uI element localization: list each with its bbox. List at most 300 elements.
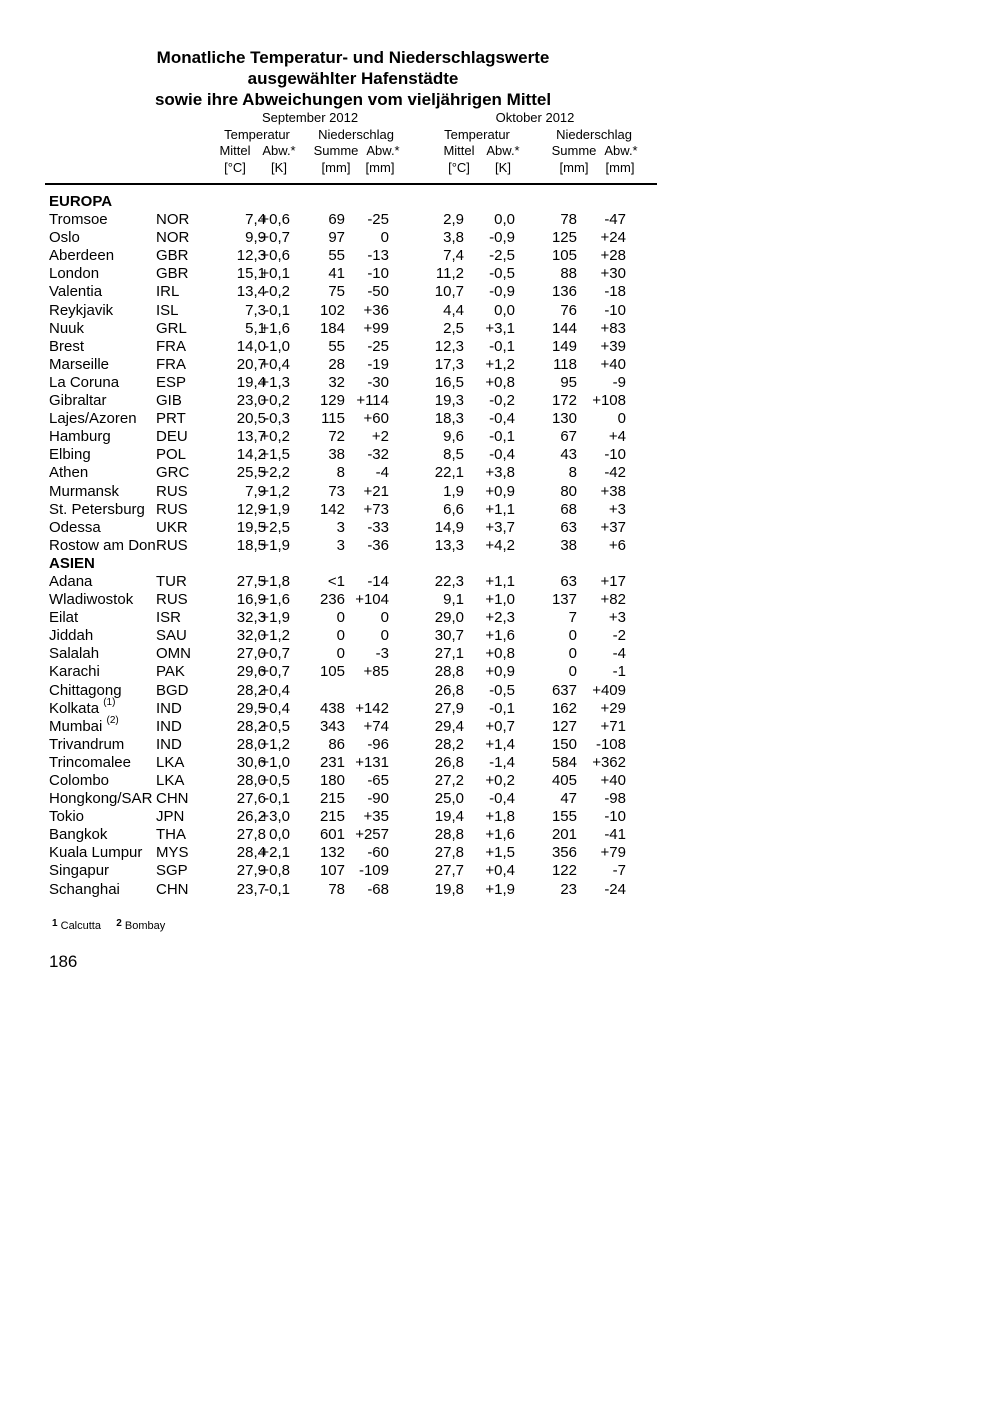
sep-temp-abw: +1,6 — [260, 319, 290, 337]
city-name-text: Wladiwostok — [49, 591, 134, 609]
sep-temp-mittel: 9,9 — [245, 229, 266, 247]
sep-temp-abw: +1,3 — [260, 373, 290, 391]
country-code: RUS — [156, 482, 188, 500]
section-row — [0, 193, 700, 211]
city-name-text: Bangkok — [49, 826, 108, 844]
sep-temp-abw: +0,5 — [260, 717, 290, 735]
city-name-text: London — [49, 265, 100, 283]
sep-prec-abw: -32 — [367, 446, 389, 464]
table-row — [0, 537, 700, 555]
oct-temp-mittel: 14,9 — [434, 518, 464, 536]
sep-prec-abw: +60 — [363, 410, 389, 428]
city-name — [49, 862, 109, 880]
oct-prec-abw: -1 — [612, 663, 626, 681]
oct-temp-abw: +4,2 — [485, 536, 515, 554]
sep-temp-mittel: 27,8 — [236, 826, 266, 844]
oct-prec-summe: 144 — [551, 319, 577, 337]
sep-prec-abw: +257 — [355, 826, 389, 844]
oct-prec-summe: 105 — [551, 247, 577, 265]
oct-temp-abw: -0,1 — [489, 337, 515, 355]
city-name-text: Schanghai — [49, 880, 120, 898]
country-code: NOR — [156, 229, 190, 247]
sep-temp-mittel: 28,0 — [236, 735, 266, 753]
table-row — [0, 645, 700, 663]
country-code: PAK — [156, 663, 185, 681]
table-row — [0, 519, 700, 537]
sep-temp-abw: +1,9 — [260, 609, 290, 627]
oct-temp-abw: +0,9 — [485, 482, 515, 500]
sep-temp-mittel: 20,7 — [236, 355, 266, 373]
city-name — [49, 320, 84, 338]
country-code: TUR — [156, 572, 187, 590]
city-name — [49, 446, 91, 464]
table-row — [0, 483, 700, 501]
sep-temp-abw: -1,0 — [264, 337, 290, 355]
oct-prec-abw: +28 — [600, 247, 626, 265]
sep-temp-abw: +0,6 — [260, 211, 290, 229]
oct-prec-summe: 80 — [560, 482, 577, 500]
sep-prec-abw: -4 — [375, 464, 389, 482]
city-name-text: Nuuk — [49, 319, 85, 337]
country-code: GRC — [156, 464, 190, 482]
sep-temp-abw: +1,2 — [260, 482, 290, 500]
oct-prec-summe: 63 — [560, 518, 577, 536]
sep-prec-abw: +104 — [355, 591, 389, 609]
oct-temp-mittel: 9,1 — [443, 591, 464, 609]
footnote-1-marker: 1 — [52, 918, 58, 929]
sep-prec-summe: 78 — [328, 880, 345, 898]
sep-prec-summe: 8 — [336, 464, 345, 482]
country-code: SGP — [156, 862, 188, 880]
city-name-text: Adana — [49, 572, 93, 590]
table-row — [0, 609, 700, 627]
country-code: POL — [156, 446, 187, 464]
footnote-2-marker: 2 — [116, 918, 122, 929]
footnote-ref: (2) — [106, 714, 119, 726]
country-code: RUS — [156, 536, 188, 554]
oct-prec-abw: +71 — [600, 717, 626, 735]
sep-prec-abw: -30 — [367, 373, 389, 391]
oct-temp-mittel: 11,2 — [435, 265, 464, 283]
oct-prec-abw: +362 — [592, 753, 626, 771]
section-row — [0, 555, 700, 573]
oct-temp-mittel: 1,9 — [443, 482, 464, 500]
sep-temp-mittel: 19,5 — [236, 518, 266, 536]
sep-temp-mittel: 12,3 — [236, 247, 266, 265]
country-code: CHN — [156, 880, 189, 898]
oct-prec-abw: -10 — [604, 301, 626, 319]
sep-temp-abw: +1,8 — [260, 572, 290, 590]
oct-prec-abw: -24 — [604, 880, 626, 898]
city-name-text: Odessa — [49, 518, 101, 536]
sep-temp-abw: +0,1 — [260, 265, 290, 283]
oct-prec-abw: +82 — [600, 591, 626, 609]
table-row — [0, 844, 700, 862]
oct-prec-summe: 38 — [560, 536, 577, 554]
sep-temp-mittel: 5,1 — [245, 319, 266, 337]
city-name — [49, 537, 156, 555]
city-name-text: Salalah — [49, 645, 100, 663]
sep-temp-abw: +0,4 — [260, 681, 290, 699]
oct-temp-abw: -0,5 — [489, 265, 515, 283]
city-name-text: Reykjavik — [49, 301, 114, 319]
city-name — [49, 374, 119, 392]
sep-prec-summe: 0 — [336, 627, 345, 645]
oct-temp-mittel: 27,9 — [434, 699, 464, 717]
oct-prec-summe: 405 — [551, 772, 577, 789]
oct-prec-summe: 172 — [551, 392, 577, 410]
country-code: FRA — [156, 337, 186, 355]
oct-temp-mittel: 27,2 — [434, 772, 464, 789]
oct-prec-summe: 149 — [551, 337, 577, 355]
table-row — [0, 302, 700, 320]
sep-prec-abw: -90 — [367, 790, 389, 808]
sep-prec-summe: 129 — [319, 392, 345, 410]
header-oct-unit-c: [°C] — [448, 160, 470, 175]
sep-temp-mittel: 16,9 — [236, 591, 266, 609]
oct-prec-abw: -47 — [604, 211, 626, 229]
table-row — [0, 862, 700, 880]
table-row — [0, 881, 700, 899]
city-name — [49, 356, 109, 374]
table-row — [0, 338, 700, 356]
page-number: 186 — [49, 952, 78, 971]
country-code: GRL — [156, 319, 187, 337]
oct-temp-abw: 0,0 — [494, 301, 515, 319]
sep-prec-summe: 343 — [319, 717, 345, 735]
sep-temp-abw: +1,9 — [260, 500, 290, 518]
city-name — [49, 211, 108, 229]
sep-prec-summe: 86 — [328, 735, 345, 753]
sep-prec-abw: +142 — [355, 699, 389, 717]
oct-prec-summe: 7 — [568, 609, 577, 627]
oct-temp-mittel: 22,3 — [434, 572, 464, 590]
table-row — [0, 320, 700, 338]
oct-prec-summe: 68 — [560, 500, 577, 518]
oct-temp-abw: +3,7 — [485, 518, 515, 536]
oct-prec-abw: +409 — [592, 681, 626, 699]
city-name-text: Tromsoe — [49, 211, 108, 229]
table-row — [0, 826, 700, 844]
city-name — [49, 247, 114, 265]
oct-temp-abw: -0,5 — [489, 681, 515, 699]
sep-temp-mittel: 13,7 — [236, 428, 266, 446]
city-name — [49, 501, 145, 519]
sep-prec-summe: 215 — [319, 790, 345, 808]
table-row — [0, 464, 700, 482]
oct-temp-abw: +1,9 — [485, 880, 515, 898]
city-name-text: Kolkata — [49, 699, 100, 717]
country-code: IND — [156, 699, 182, 717]
city-name — [49, 627, 93, 645]
sep-prec-abw: 0 — [380, 609, 389, 627]
oct-temp-mittel: 30,7 — [434, 627, 464, 645]
city-name — [49, 464, 88, 482]
oct-prec-abw: -7 — [612, 862, 626, 880]
oct-prec-summe: 637 — [551, 681, 577, 699]
city-name — [49, 736, 124, 754]
city-name-text: Lajes/Azoren — [49, 410, 137, 428]
footnote-1-text: Calcutta — [60, 920, 101, 932]
sep-temp-mittel: 30,6 — [236, 753, 266, 771]
city-name-text: Hamburg — [49, 428, 111, 446]
table-row — [0, 808, 700, 826]
sep-temp-mittel: 7,9 — [245, 482, 266, 500]
oct-temp-abw: +2,3 — [485, 609, 515, 627]
sep-prec-summe: 180 — [319, 772, 345, 789]
table-row — [0, 501, 700, 519]
sep-temp-mittel: 32,3 — [236, 609, 266, 627]
header-sep-mittel: Mittel — [219, 143, 251, 158]
city-name — [49, 392, 107, 410]
header-october: Oktober 2012 — [495, 110, 575, 125]
sep-prec-summe: 115 — [321, 410, 345, 428]
oct-temp-abw: +1,6 — [485, 627, 515, 645]
city-name — [49, 302, 113, 320]
sep-temp-mittel: 18,5 — [236, 536, 266, 554]
table-row — [0, 410, 700, 428]
city-name-text: Hongkong/SAR — [49, 790, 153, 808]
oct-temp-abw: +3,8 — [485, 464, 515, 482]
oct-temp-mittel: 29,0 — [434, 609, 464, 627]
oct-prec-abw: -98 — [604, 790, 626, 808]
oct-temp-abw: -0,4 — [489, 790, 515, 808]
oct-temp-abw: +1,4 — [485, 735, 515, 753]
oct-temp-mittel: 4,4 — [443, 301, 464, 319]
oct-temp-mittel: 7,4 — [443, 247, 464, 265]
sep-prec-abw: -14 — [367, 572, 389, 590]
sep-prec-summe: 55 — [328, 337, 345, 355]
sep-prec-summe: 105 — [319, 663, 345, 681]
city-name-text: Brest — [49, 337, 85, 355]
sep-prec-summe: 73 — [328, 482, 345, 500]
sep-temp-mittel: 20,5 — [236, 410, 266, 428]
city-name-text: Marseille — [49, 355, 110, 373]
sep-prec-summe: 0 — [336, 645, 345, 663]
sep-temp-mittel: 23,7 — [236, 880, 266, 898]
country-code: OMN — [156, 645, 191, 663]
sep-prec-summe: 97 — [328, 229, 345, 247]
oct-prec-abw: -108 — [595, 735, 626, 753]
oct-temp-abw: +0,2 — [485, 772, 515, 789]
oct-prec-summe: 125 — [551, 229, 577, 247]
sep-temp-abw: +3,0 — [260, 808, 290, 826]
oct-prec-summe: 95 — [560, 373, 577, 391]
oct-temp-abw: -1,4 — [489, 753, 515, 771]
oct-temp-abw: 0,0 — [494, 211, 515, 229]
city-name-text: Colombo — [49, 772, 110, 789]
city-name-text: St. Petersburg — [49, 500, 145, 518]
oct-temp-mittel: 13,3 — [434, 536, 464, 554]
oct-prec-summe: 78 — [560, 211, 577, 229]
header-oct-unit-mm-abw: [mm] — [605, 160, 635, 175]
sep-prec-summe: 75 — [328, 283, 345, 301]
oct-prec-summe: 584 — [551, 753, 577, 771]
oct-temp-abw: +1,0 — [485, 591, 515, 609]
oct-temp-mittel: 6,6 — [443, 500, 464, 518]
sep-prec-abw: 0 — [380, 627, 389, 645]
table-row — [0, 696, 700, 718]
oct-prec-summe: 130 — [551, 410, 577, 428]
oct-temp-mittel: 19,8 — [434, 880, 464, 898]
sep-prec-summe: <1 — [327, 572, 345, 590]
sep-temp-mittel: 25,5 — [236, 464, 266, 482]
city-name — [49, 772, 109, 790]
sep-temp-abw: -0,1 — [264, 790, 290, 808]
city-name — [49, 826, 107, 844]
header-sep-temp-abw: Abw.* — [262, 143, 296, 158]
oct-prec-summe: 201 — [551, 826, 577, 844]
city-name — [49, 609, 78, 627]
city-name-text: Oslo — [49, 229, 80, 247]
oct-prec-abw: +40 — [600, 355, 626, 373]
country-code: DEU — [156, 428, 188, 446]
sep-prec-summe: 236 — [319, 591, 345, 609]
country-code: GBR — [156, 247, 189, 265]
sep-prec-abw: +131 — [355, 753, 389, 771]
sep-prec-summe: 28 — [328, 355, 345, 373]
sep-temp-abw: +2,1 — [260, 844, 290, 862]
table-row — [0, 283, 700, 301]
oct-temp-abw: -0,9 — [489, 229, 515, 247]
sep-prec-abw: -10 — [367, 265, 389, 283]
section-heading: EUROPA — [49, 193, 113, 210]
country-code: LKA — [156, 772, 185, 789]
sep-prec-summe: 69 — [328, 211, 345, 229]
city-name-text: Trivandrum — [49, 735, 125, 753]
data-table — [0, 193, 700, 899]
sep-prec-summe: 132 — [319, 844, 345, 862]
header-september: September 2012 — [261, 110, 359, 125]
oct-temp-mittel: 9,6 — [443, 428, 464, 446]
oct-temp-mittel: 29,4 — [434, 717, 464, 735]
sep-prec-summe: 3 — [336, 536, 345, 554]
city-name-text: Chittagong — [49, 681, 122, 699]
oct-temp-mittel: 16,5 — [434, 373, 464, 391]
oct-temp-mittel: 8,5 — [443, 446, 464, 464]
oct-temp-mittel: 28,2 — [434, 735, 464, 753]
sep-prec-abw: -60 — [367, 844, 389, 862]
country-code: SAU — [156, 627, 187, 645]
table-row — [0, 265, 700, 283]
header-oct-temperature: Temperatur — [444, 127, 510, 142]
sep-prec-summe: 41 — [328, 265, 345, 283]
header-sep-prec-abw: Abw.* — [366, 143, 400, 158]
oct-prec-summe: 0 — [568, 627, 577, 645]
sep-temp-mittel: 28,4 — [236, 844, 266, 862]
sep-temp-mittel: 27,5 — [236, 572, 266, 590]
city-name-text: Elbing — [49, 446, 91, 464]
table-row — [0, 428, 700, 446]
city-name — [49, 410, 137, 428]
sep-prec-summe: 0 — [336, 609, 345, 627]
sep-temp-abw: +1,9 — [260, 536, 290, 554]
sep-temp-abw: -0,2 — [264, 283, 290, 301]
city-name-text: Jiddah — [49, 627, 94, 645]
table-row — [0, 790, 700, 808]
oct-prec-abw: -42 — [604, 464, 626, 482]
header-oct-prec-abw: Abw.* — [604, 143, 638, 158]
sep-prec-abw: -25 — [367, 337, 389, 355]
oct-temp-mittel: 27,7 — [434, 862, 464, 880]
sep-temp-abw: -0,1 — [264, 880, 290, 898]
city-name — [49, 591, 133, 609]
table-row — [0, 591, 700, 609]
oct-prec-abw: -41 — [604, 826, 626, 844]
oct-prec-abw: +108 — [592, 392, 626, 410]
country-code: ESP — [156, 373, 187, 391]
sep-temp-mittel: 15,1 — [236, 265, 266, 283]
oct-temp-abw: -0,4 — [489, 410, 515, 428]
city-name — [49, 338, 84, 356]
header-oct-temp-abw: Abw.* — [486, 143, 520, 158]
city-name — [49, 754, 131, 772]
sep-prec-abw: +35 — [363, 808, 389, 826]
sep-temp-abw: +0,2 — [260, 392, 290, 410]
sep-temp-mittel: 29,5 — [236, 699, 266, 717]
oct-prec-summe: 122 — [551, 862, 577, 880]
oct-prec-summe: 47 — [560, 790, 577, 808]
city-name-text: Aberdeen — [49, 247, 115, 265]
oct-temp-mittel: 22,1 — [434, 464, 464, 482]
city-name-text: Valentia — [49, 283, 103, 301]
city-name-text: Gibraltar — [49, 392, 107, 410]
country-code: IND — [156, 717, 182, 735]
header-sep-precipitation: Niederschlag — [318, 127, 394, 142]
city-name-text: Kuala Lumpur — [49, 844, 143, 862]
oct-temp-abw: +1,1 — [485, 572, 515, 590]
oct-temp-mittel: 10,7 — [434, 283, 464, 301]
sep-temp-abw: +0,6 — [260, 247, 290, 265]
country-code: RUS — [156, 591, 188, 609]
oct-temp-abw: +0,7 — [485, 717, 515, 735]
oct-temp-abw: -0,2 — [489, 392, 515, 410]
sep-prec-abw: +99 — [363, 319, 389, 337]
sep-temp-mittel: 13,4 — [236, 283, 266, 301]
sep-temp-abw: +0,7 — [260, 229, 290, 247]
oct-temp-mittel: 2,9 — [443, 211, 464, 229]
oct-temp-mittel: 19,4 — [434, 808, 464, 826]
oct-prec-summe: 136 — [551, 283, 577, 301]
oct-temp-abw: +1,8 — [485, 808, 515, 826]
oct-prec-summe: 43 — [560, 446, 577, 464]
oct-prec-abw: +6 — [608, 536, 626, 554]
city-name — [49, 428, 111, 446]
sep-temp-abw: +2,2 — [260, 464, 290, 482]
table-row — [0, 392, 700, 410]
city-name-text: Athen — [49, 464, 89, 482]
sep-temp-abw: +1,6 — [260, 591, 290, 609]
city-name-text: Singapur — [49, 862, 110, 880]
oct-temp-abw: +0,8 — [485, 645, 515, 663]
oct-prec-abw: +39 — [600, 337, 626, 355]
sep-temp-abw: +1,2 — [260, 627, 290, 645]
table-row — [0, 754, 700, 772]
oct-prec-abw: -10 — [604, 446, 626, 464]
oct-prec-abw: +4 — [608, 428, 626, 446]
oct-temp-mittel: 12,3 — [434, 337, 464, 355]
sep-prec-abw: -50 — [367, 283, 389, 301]
document-title — [148, 47, 558, 110]
header-oct-unit-k: [K] — [495, 160, 511, 175]
sep-prec-abw: -109 — [358, 862, 389, 880]
oct-temp-abw: -0,1 — [489, 699, 515, 717]
sep-temp-mittel: 14,2 — [236, 446, 266, 464]
city-name-text: La Coruna — [49, 373, 120, 391]
oct-prec-summe: 67 — [560, 428, 577, 446]
oct-prec-summe: 127 — [551, 717, 577, 735]
title-line-3: sowie ihre Abweichungen vom vieljährigen Mittel — [154, 90, 552, 109]
